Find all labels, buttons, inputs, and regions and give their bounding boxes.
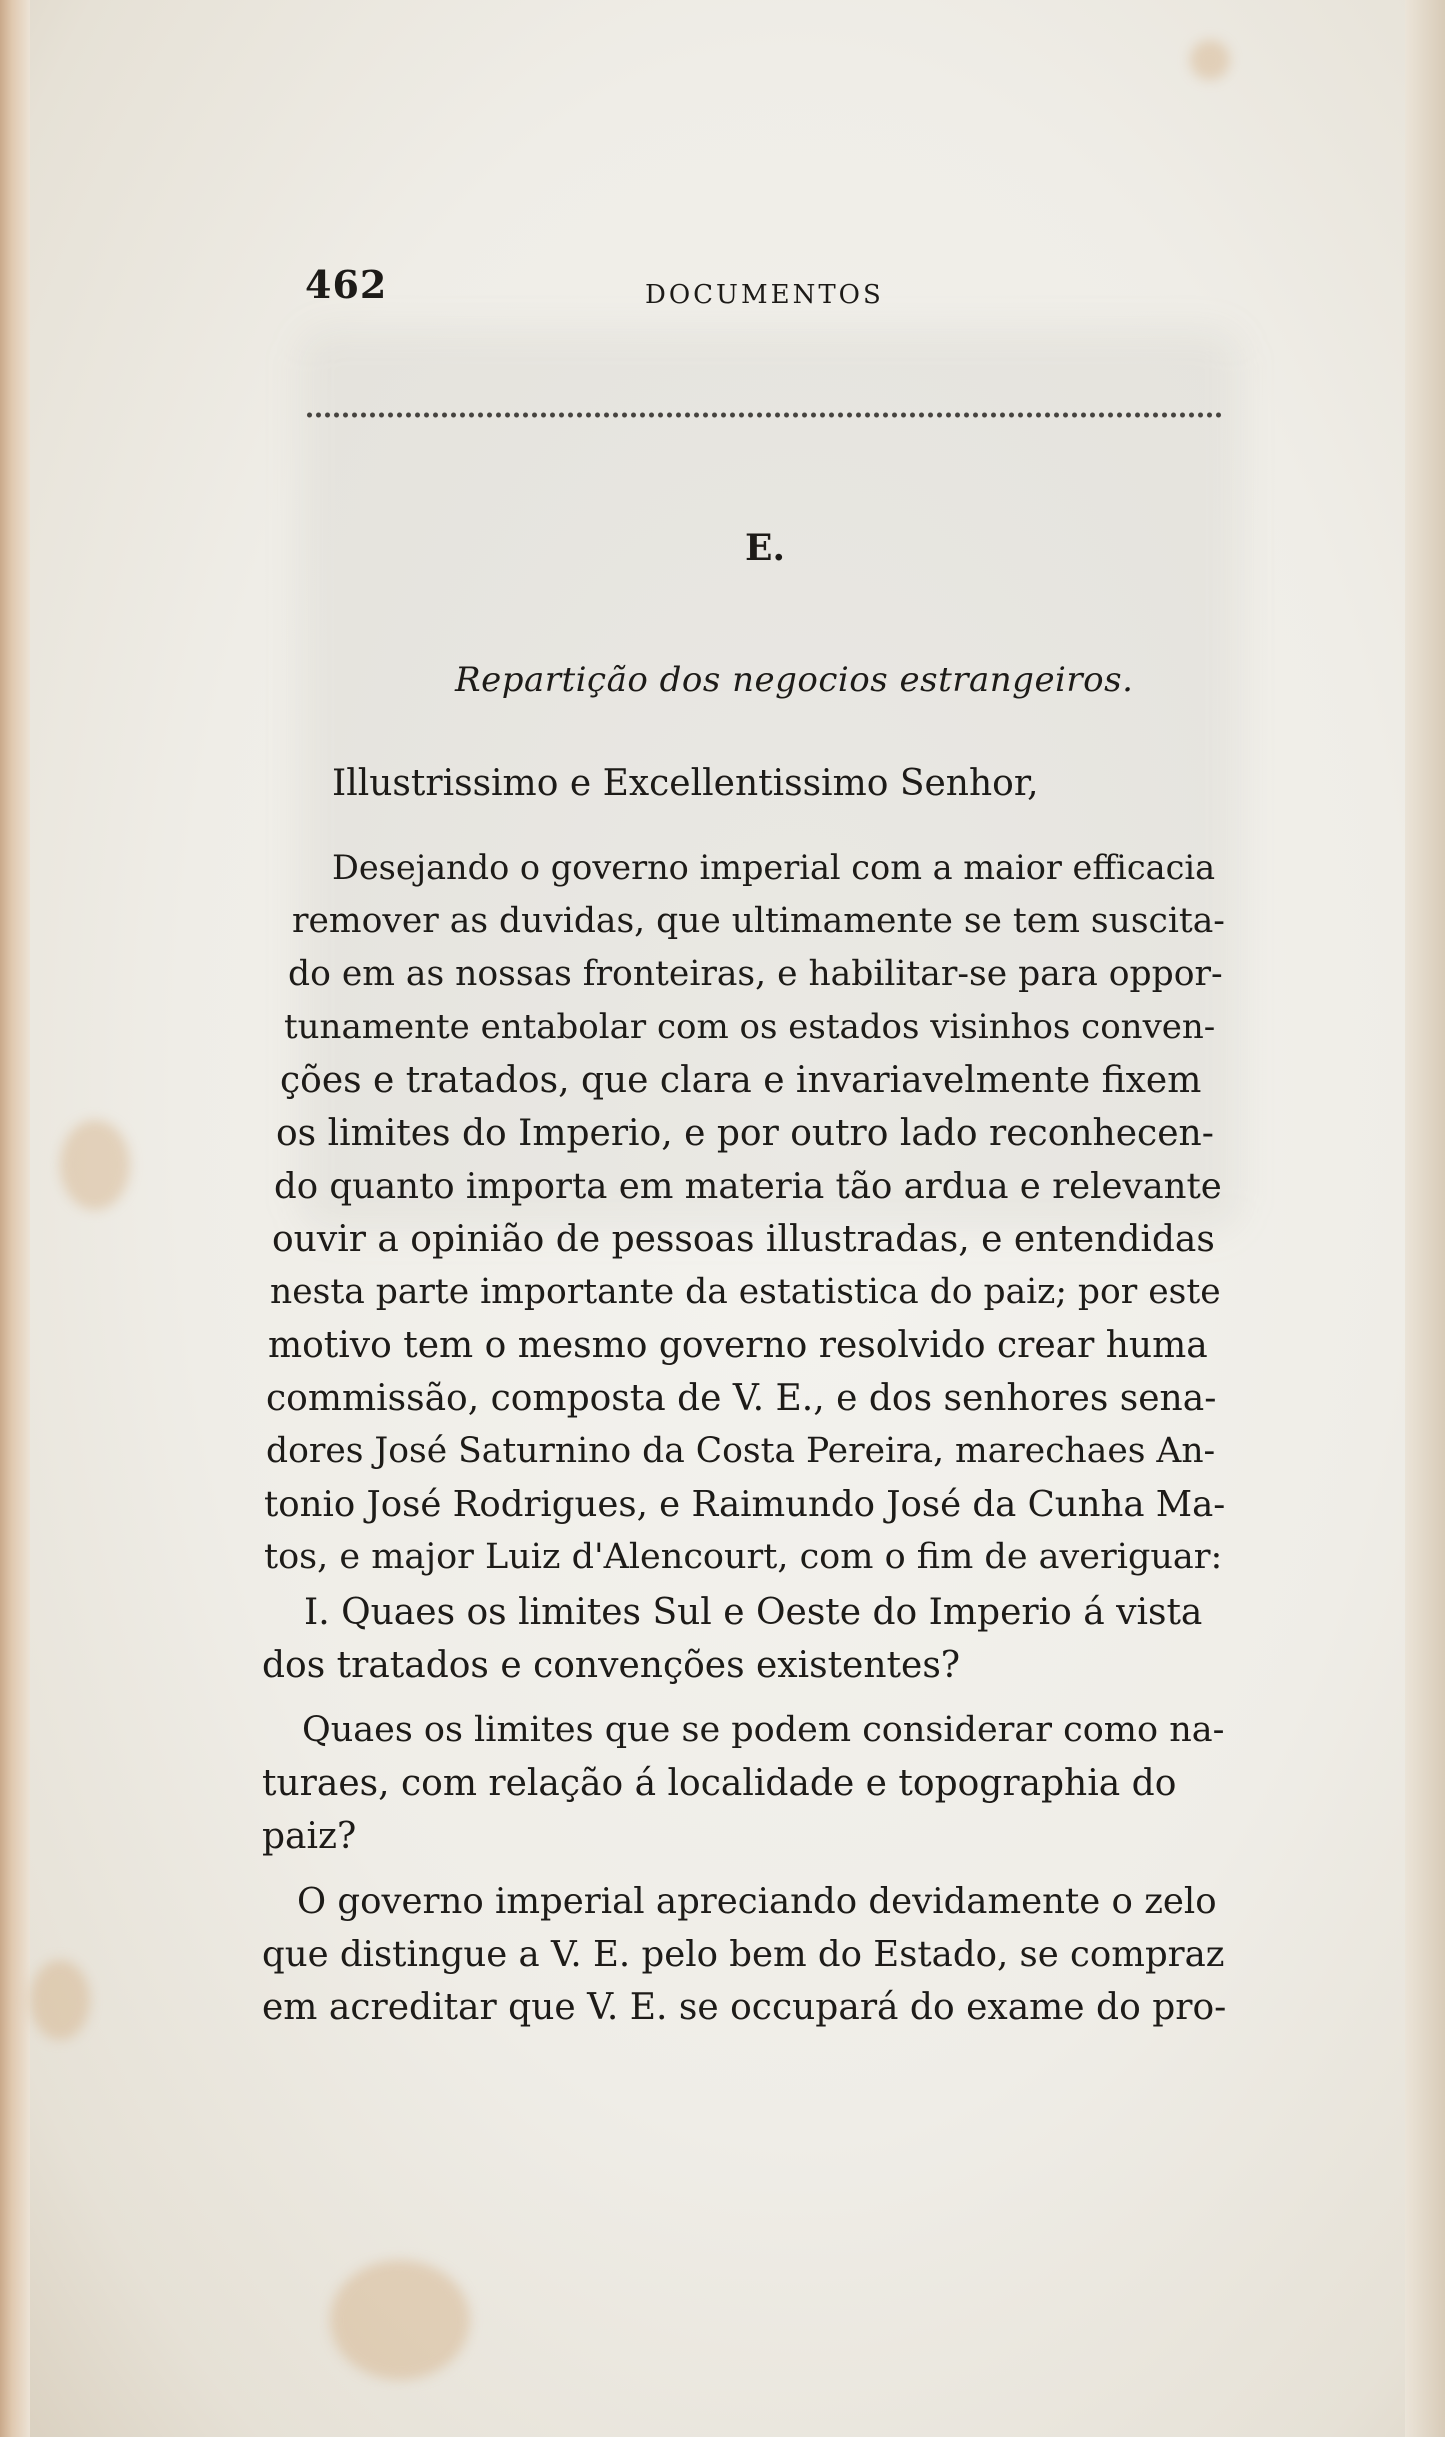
- foxing-stain: [330, 2260, 470, 2380]
- page-left-edge: [0, 0, 30, 2437]
- foxing-stain: [30, 1960, 90, 2040]
- text-line: ções e tratados, que clara e invariavelmente fixem: [280, 1060, 1202, 1101]
- text-line: I. Quaes os limites Sul e Oeste do Imperio á vista: [304, 1592, 1203, 1633]
- text-line: dores José Saturnino da Costa Pereira, marechaes An-: [266, 1431, 1216, 1471]
- text-line: O governo imperial apreciando devidamente o zelo: [297, 1881, 1217, 1922]
- text-line: turaes, com relação á localidade e topographia do: [262, 1763, 1177, 1804]
- text-line: do quanto importa em materia tão ardua e relevante: [274, 1166, 1222, 1207]
- text-line: remover as duvidas, que ultimamente se tem suscita-: [292, 901, 1225, 941]
- page-right-edge: [1405, 0, 1445, 2437]
- text-line: do em as nossas fronteiras, e habilitar-se para oppor-: [288, 954, 1223, 994]
- ornamental-rule: [305, 405, 1225, 425]
- page-number: 462: [305, 262, 388, 307]
- text-line: que distingue a V. E. pelo bem do Estado, se compraz: [262, 1934, 1225, 1975]
- section-title: Repartição dos negocios estrangeiros.: [455, 660, 1134, 700]
- running-head: DOCUMENTOS: [645, 280, 884, 310]
- text-line: Desejando o governo imperial com a maior efficacia: [332, 848, 1216, 887]
- text-line: nesta parte importante da estatistica do paiz; por este: [270, 1272, 1221, 1312]
- text-line: dos tratados e convenções existentes?: [262, 1645, 961, 1686]
- text-line: tonio José Rodrigues, e Raimundo José da Cunha Ma-: [264, 1484, 1226, 1525]
- foxing-stain: [1190, 40, 1230, 80]
- text-line: os limites do Imperio, e por outro lado reconhecen-: [276, 1113, 1214, 1154]
- text-line: tos, e major Luiz d'Alencourt, com o fim de averiguar:: [264, 1537, 1223, 1577]
- page-header: [305, 262, 1235, 322]
- foxing-stain: [60, 1120, 130, 1210]
- text-line: tunamente entabolar com os estados visinhos conven-: [284, 1007, 1216, 1047]
- text-line: Quaes os limites que se podem considerar como na-: [302, 1710, 1225, 1750]
- text-line: motivo tem o mesmo governo resolvido crear huma: [268, 1325, 1208, 1366]
- section-letter: E.: [745, 527, 785, 569]
- text-line: em acreditar que V. E. se occupará do exame do pro-: [262, 1987, 1227, 2028]
- text-line: commissão, composta de V. E., e dos senhores sena-: [266, 1378, 1217, 1419]
- salutation: Illustrissimo e Excellentissimo Senhor,: [332, 763, 1039, 804]
- text-line: paiz?: [262, 1816, 357, 1857]
- text-line: ouvir a opinião de pessoas illustradas, e entendidas: [272, 1219, 1215, 1260]
